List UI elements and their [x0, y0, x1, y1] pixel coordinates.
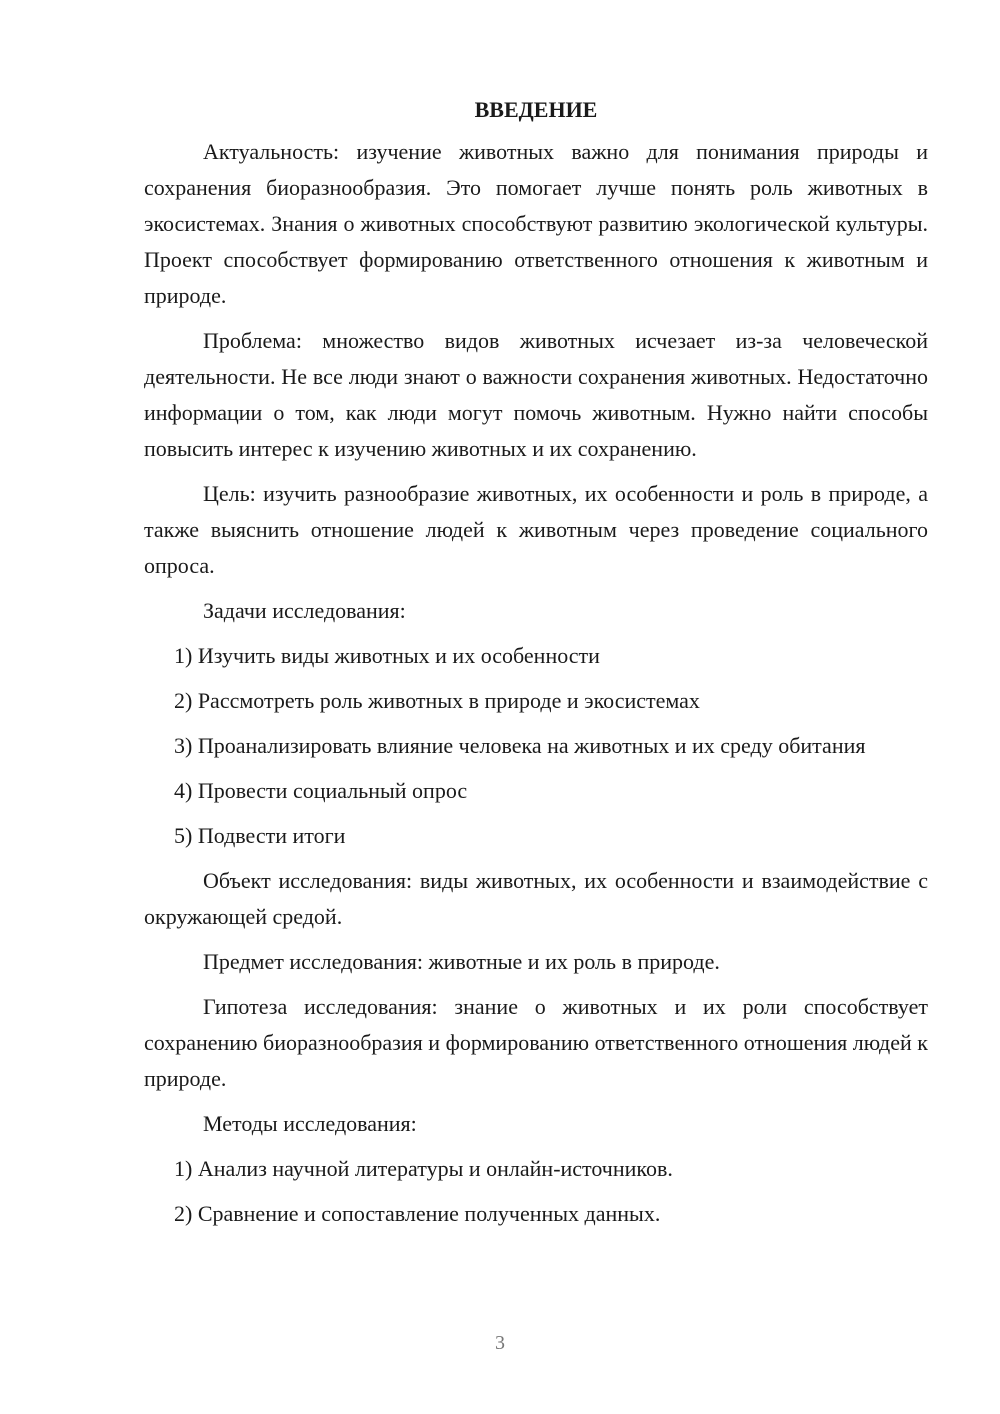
goal-paragraph: Цель: изучить разнообразие животных, их особенности и роль в природе, а также выяснить отношение людей к животным через проведение социального опроса.	[144, 481, 928, 578]
page-title: ВВЕДЕНИЕ	[474, 97, 598, 122]
task-item: 2) Рассмотреть роль животных в природе и экосистемах	[174, 688, 700, 713]
tasks-heading: Задачи исследования:	[203, 598, 406, 623]
method-item: 1) Анализ научной литературы и онлайн-источников.	[174, 1156, 673, 1181]
subject-paragraph: Предмет исследования: животные и их роль в природе.	[203, 949, 720, 974]
problem-paragraph: Проблема: множество видов животных исчезает из-за человеческой деятельности. Не все люди знают о важности сохранения животных. Недостаточно информации о том, как люди могут помочь животным. Нужно найти способы повысить интерес к изучению животных и их сохранению.	[144, 328, 928, 461]
method-item: 2) Сравнение и сопоставление полученных данных.	[174, 1201, 661, 1226]
task-item: 1) Изучить виды животных и их особенности	[174, 643, 600, 668]
document-page	[144, 92, 928, 1241]
relevance-paragraph: Актуальность: изучение животных важно для понимания природы и сохранения биоразнообразия. Это помогает лучше понять роль животных в экосистемах. Знания о животных способствуют развитию экологической культуры. Проект способствует формированию ответственного отношения к животным и природе.	[144, 139, 928, 308]
page-number: 3	[495, 1332, 505, 1354]
methods-heading: Методы исследования:	[203, 1111, 417, 1136]
hypothesis-paragraph: Гипотеза исследования: знание о животных и их роли способствует сохранению биоразнообразия и формированию ответственного отношения людей к природе.	[144, 994, 928, 1091]
task-item: 5) Подвести итоги	[174, 823, 346, 848]
task-item: 4) Провести социальный опрос	[174, 778, 468, 803]
object-paragraph: Объект исследования: виды животных, их особенности и взаимодействие с окружающей средой.	[144, 868, 928, 929]
task-item: 3) Проанализировать влияние человека на животных и их среду обитания	[174, 733, 866, 758]
